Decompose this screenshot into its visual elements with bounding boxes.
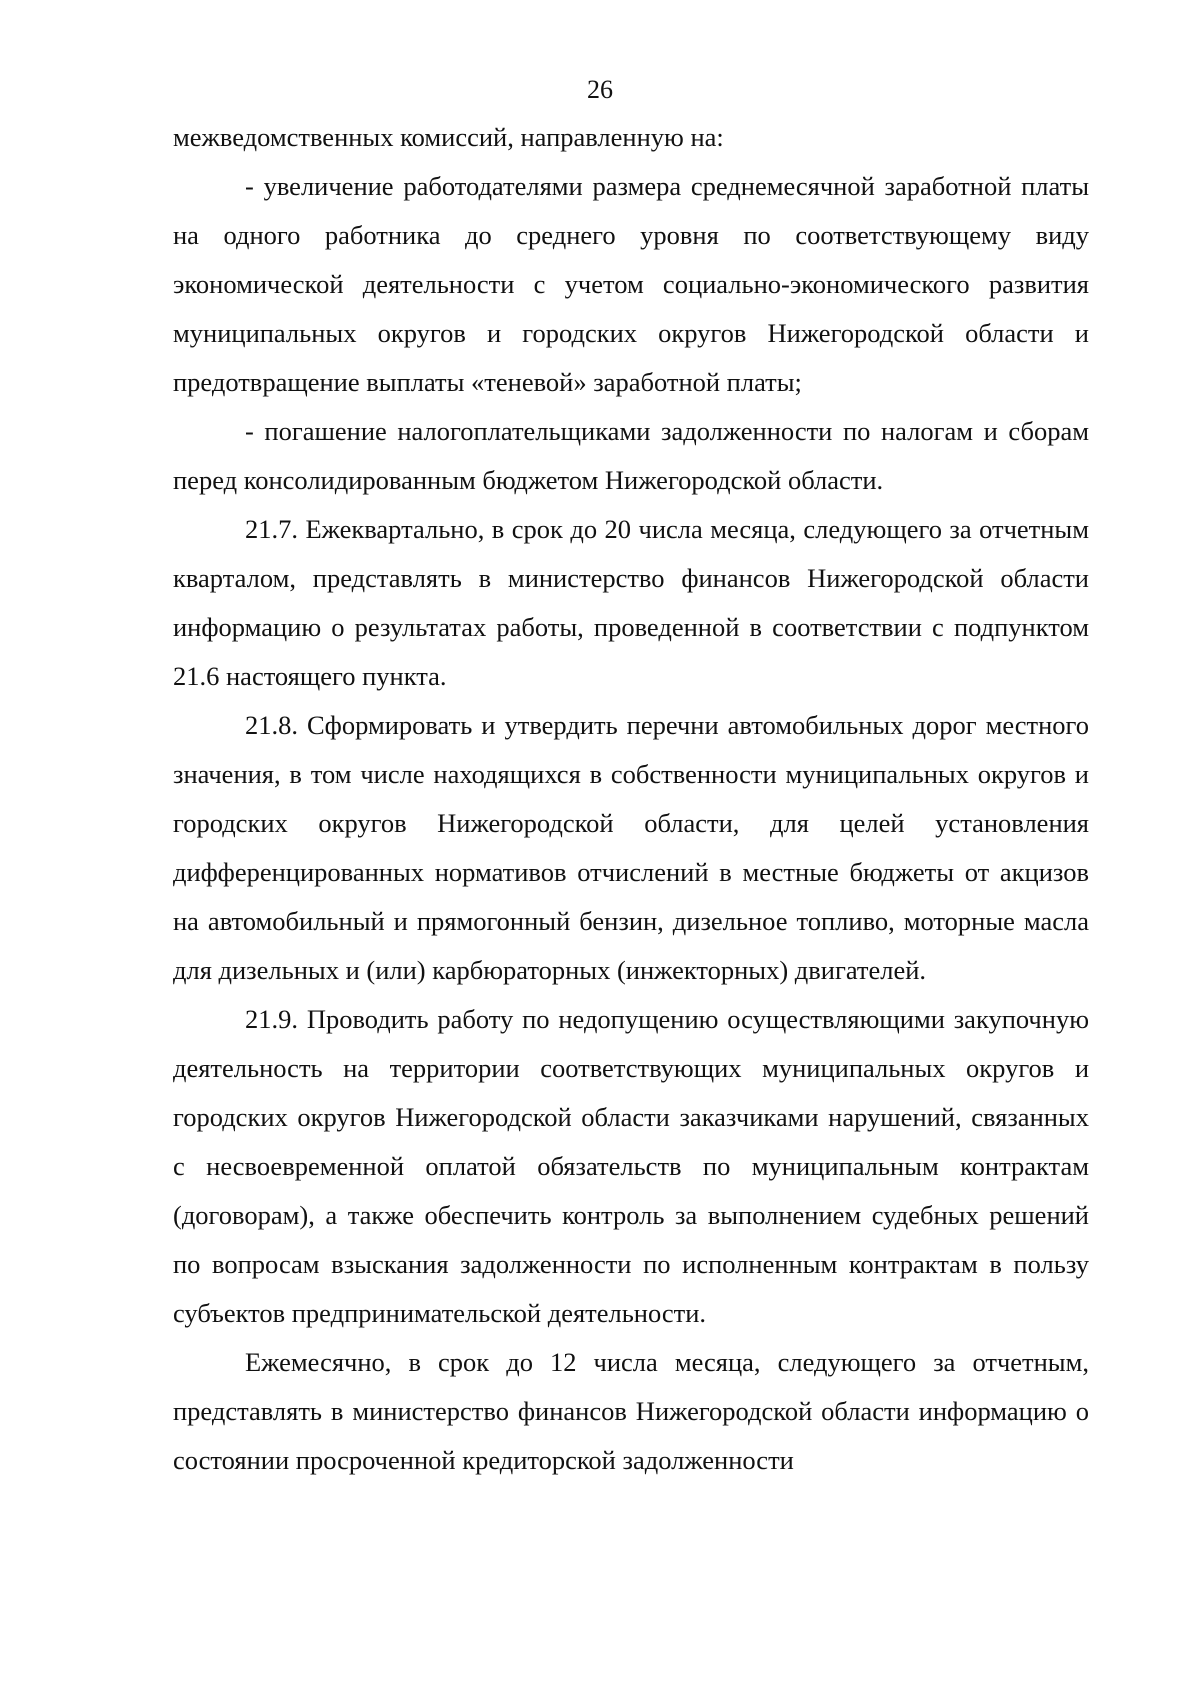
paragraph-tax-debt: - погашение налогоплательщиками задолженности по налогам и сборам перед консолидированным бюджетом Нижегородской области. [173,416,1089,495]
page-number: 26 [587,75,613,104]
document-body [173,113,1089,1485]
paragraph-salary-increase: - увеличение работодателями размера среднемесячной заработной платы на одного работника до среднего уровня по соответствующему виду экономической деятельности с учетом социально-экономического развития муниципальных округов и городских округов Нижегородской области и предотвращение выплаты «теневой» заработной платы; [173,171,1089,397]
paragraph-21-9: 21.9. Проводить работу по недопущению осуществляющими закупочную деятельность на территории соответствующих муниципальных округов и городских округов Нижегородской области заказчиками нарушений, связанных с несвоевременной оплатой обязательств по муниципальным контрактам (договорам), а также обеспечить контроль за выполнением судебных решений по вопросам взыскания задолженности по исполненным контрактам в пользу субъектов предпринимательской деятельности. [173,1004,1089,1328]
paragraph-monthly-report: Ежемесячно, в срок до 12 числа месяца, следующего за отчетным, представлять в министерство финансов Нижегородской области информацию о состоянии просроченной кредиторской задолженности [173,1347,1089,1475]
paragraph-continuation: межведомственных комиссий, направленную на: [173,122,724,152]
paragraph-21-8: 21.8. Сформировать и утвердить перечни автомобильных дорог местного значения, в том числе находящихся в собственности муниципальных округов и городских округов Нижегородской области, для целей установления дифференцированных нормативов отчислений в местные бюджеты от акцизов на автомобильный и прямогонный бензин, дизельное топливо, моторные масла для дизельных и (или) карбюраторных (инжекторных) двигателей. [173,710,1089,985]
paragraph-21-7: 21.7. Ежеквартально, в срок до 20 числа месяца, следующего за отчетным кварталом, представлять в министерство финансов Нижегородской области информацию о результатах работы, проведенной в соответствии с подпунктом 21.6 настоящего пункта. [173,514,1089,691]
